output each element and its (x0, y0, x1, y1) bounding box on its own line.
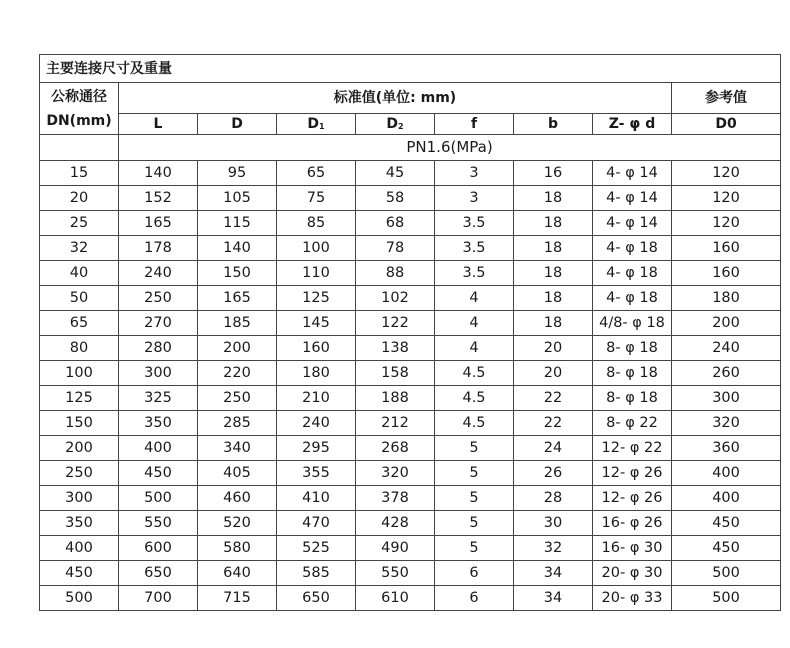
cell-D: 165 (198, 286, 277, 311)
table-row (40, 361, 781, 386)
cell-zd: 20- φ 30 (593, 561, 672, 586)
cell-f: 4.5 (435, 386, 514, 411)
dimension-table (39, 54, 781, 611)
cell-f: 3.5 (435, 211, 514, 236)
cell-b: 18 (514, 236, 593, 261)
cell-f: 6 (435, 586, 514, 611)
cell-b: 18 (514, 211, 593, 236)
cell-b: 22 (514, 411, 593, 436)
table-row (40, 286, 781, 311)
table-row (40, 586, 781, 611)
cell-d0: 180 (672, 286, 781, 311)
cell-dn: 20 (40, 186, 119, 211)
cell-D1: 85 (277, 211, 356, 236)
cell-zd: 8- φ 22 (593, 411, 672, 436)
cell-L: 550 (119, 511, 198, 536)
table-row (40, 386, 781, 411)
cell-f: 4 (435, 336, 514, 361)
col-header-D: D (198, 114, 277, 135)
cell-dn: 500 (40, 586, 119, 611)
col-header-zd: Z- φ d (593, 114, 672, 135)
reference-values-header: 参考值 (672, 83, 781, 114)
cell-dn: 40 (40, 261, 119, 286)
cell-dn: 250 (40, 461, 119, 486)
col-header-D2-sub: 2 (398, 122, 404, 131)
cell-b: 18 (514, 286, 593, 311)
pressure-spacer (40, 135, 119, 161)
cell-D: 340 (198, 436, 277, 461)
cell-D: 460 (198, 486, 277, 511)
cell-D2: 550 (356, 561, 435, 586)
cell-D1: 295 (277, 436, 356, 461)
cell-dn: 400 (40, 536, 119, 561)
cell-f: 3 (435, 161, 514, 186)
cell-dn: 100 (40, 361, 119, 386)
cell-D2: 122 (356, 311, 435, 336)
cell-b: 18 (514, 311, 593, 336)
cell-L: 400 (119, 436, 198, 461)
table-row (40, 311, 781, 336)
cell-L: 140 (119, 161, 198, 186)
cell-dn: 450 (40, 561, 119, 586)
cell-D: 715 (198, 586, 277, 611)
cell-D2: 428 (356, 511, 435, 536)
cell-zd: 4- φ 14 (593, 211, 672, 236)
cell-b: 16 (514, 161, 593, 186)
cell-dn: 350 (40, 511, 119, 536)
cell-zd: 12- φ 22 (593, 436, 672, 461)
cell-D2: 268 (356, 436, 435, 461)
cell-d0: 320 (672, 411, 781, 436)
cell-L: 165 (119, 211, 198, 236)
cell-d0: 160 (672, 236, 781, 261)
cell-b: 24 (514, 436, 593, 461)
cell-D: 115 (198, 211, 277, 236)
cell-D: 405 (198, 461, 277, 486)
cell-D2: 68 (356, 211, 435, 236)
cell-zd: 4- φ 18 (593, 236, 672, 261)
cell-dn: 125 (40, 386, 119, 411)
cell-D2: 610 (356, 586, 435, 611)
cell-b: 32 (514, 536, 593, 561)
cell-D2: 212 (356, 411, 435, 436)
cell-L: 280 (119, 336, 198, 361)
cell-f: 4.5 (435, 361, 514, 386)
col-header-D2-main: D (386, 116, 399, 132)
table-row (40, 511, 781, 536)
col-header-b: b (514, 114, 593, 135)
table-row (40, 236, 781, 261)
cell-D: 285 (198, 411, 277, 436)
cell-d0: 200 (672, 311, 781, 336)
cell-D1: 110 (277, 261, 356, 286)
cell-d0: 160 (672, 261, 781, 286)
cell-dn: 15 (40, 161, 119, 186)
col-header-d0: D0 (672, 114, 781, 135)
cell-d0: 450 (672, 511, 781, 536)
cell-d0: 300 (672, 386, 781, 411)
table-row (40, 186, 781, 211)
cell-b: 28 (514, 486, 593, 511)
cell-zd: 4- φ 14 (593, 186, 672, 211)
cell-D1: 355 (277, 461, 356, 486)
cell-dn: 300 (40, 486, 119, 511)
table-row (40, 536, 781, 561)
cell-b: 34 (514, 586, 593, 611)
cell-D2: 188 (356, 386, 435, 411)
cell-zd: 12- φ 26 (593, 486, 672, 511)
cell-f: 5 (435, 486, 514, 511)
cell-D2: 78 (356, 236, 435, 261)
cell-b: 18 (514, 261, 593, 286)
cell-f: 3.5 (435, 261, 514, 286)
cell-b: 20 (514, 361, 593, 386)
cell-L: 270 (119, 311, 198, 336)
cell-d0: 120 (672, 211, 781, 236)
cell-L: 450 (119, 461, 198, 486)
cell-f: 4 (435, 311, 514, 336)
table-row (40, 486, 781, 511)
table-row (40, 561, 781, 586)
cell-b: 26 (514, 461, 593, 486)
cell-f: 6 (435, 561, 514, 586)
cell-D1: 240 (277, 411, 356, 436)
cell-L: 250 (119, 286, 198, 311)
cell-zd: 8- φ 18 (593, 336, 672, 361)
cell-d0: 450 (672, 536, 781, 561)
cell-D1: 125 (277, 286, 356, 311)
cell-L: 500 (119, 486, 198, 511)
cell-D1: 650 (277, 586, 356, 611)
cell-D: 580 (198, 536, 277, 561)
dn-header-line2: DN(mm) (46, 112, 112, 129)
cell-f: 5 (435, 461, 514, 486)
dn-header (40, 83, 119, 135)
cell-f: 5 (435, 536, 514, 561)
cell-D1: 410 (277, 486, 356, 511)
cell-d0: 400 (672, 461, 781, 486)
cell-f: 3 (435, 186, 514, 211)
cell-D: 140 (198, 236, 277, 261)
cell-b: 22 (514, 386, 593, 411)
cell-D: 185 (198, 311, 277, 336)
cell-zd: 8- φ 18 (593, 361, 672, 386)
cell-d0: 120 (672, 186, 781, 211)
cell-D1: 160 (277, 336, 356, 361)
dimension-table-sheet (39, 54, 780, 611)
cell-d0: 260 (672, 361, 781, 386)
standard-values-header: 标准值(单位: mm) (119, 83, 672, 114)
cell-D1: 100 (277, 236, 356, 261)
cell-D: 250 (198, 386, 277, 411)
cell-D2: 490 (356, 536, 435, 561)
cell-D2: 320 (356, 461, 435, 486)
cell-L: 178 (119, 236, 198, 261)
cell-zd: 4/8- φ 18 (593, 311, 672, 336)
col-header-D1 (277, 114, 356, 135)
dn-header-line1: 公称通径 (51, 88, 107, 105)
cell-L: 300 (119, 361, 198, 386)
cell-f: 5 (435, 511, 514, 536)
col-header-D1-main: D (307, 116, 320, 132)
cell-f: 5 (435, 436, 514, 461)
cell-D1: 65 (277, 161, 356, 186)
cell-D1: 145 (277, 311, 356, 336)
cell-D2: 45 (356, 161, 435, 186)
cell-b: 30 (514, 511, 593, 536)
cell-D: 640 (198, 561, 277, 586)
cell-dn: 80 (40, 336, 119, 361)
col-header-D2 (356, 114, 435, 135)
table-row (40, 461, 781, 486)
cell-D: 105 (198, 186, 277, 211)
pressure-class-label: PN1.6(MPa) (119, 135, 781, 161)
cell-L: 650 (119, 561, 198, 586)
cell-b: 34 (514, 561, 593, 586)
cell-D2: 88 (356, 261, 435, 286)
cell-dn: 150 (40, 411, 119, 436)
cell-dn: 25 (40, 211, 119, 236)
cell-L: 325 (119, 386, 198, 411)
cell-D: 520 (198, 511, 277, 536)
cell-L: 350 (119, 411, 198, 436)
cell-d0: 500 (672, 561, 781, 586)
table-row (40, 336, 781, 361)
cell-D1: 470 (277, 511, 356, 536)
cell-d0: 500 (672, 586, 781, 611)
cell-dn: 65 (40, 311, 119, 336)
table-title: 主要连接尺寸及重量 (40, 55, 781, 83)
table-row (40, 411, 781, 436)
col-header-D1-sub: 1 (319, 122, 325, 131)
cell-zd: 20- φ 33 (593, 586, 672, 611)
cell-D2: 158 (356, 361, 435, 386)
cell-L: 700 (119, 586, 198, 611)
cell-d0: 360 (672, 436, 781, 461)
cell-zd: 4- φ 18 (593, 261, 672, 286)
cell-D1: 210 (277, 386, 356, 411)
cell-dn: 32 (40, 236, 119, 261)
cell-zd: 8- φ 18 (593, 386, 672, 411)
table-row (40, 261, 781, 286)
col-header-L: L (119, 114, 198, 135)
cell-b: 20 (514, 336, 593, 361)
cell-zd: 16- φ 26 (593, 511, 672, 536)
cell-zd: 4- φ 18 (593, 286, 672, 311)
cell-b: 18 (514, 186, 593, 211)
cell-dn: 50 (40, 286, 119, 311)
cell-D1: 75 (277, 186, 356, 211)
cell-D: 95 (198, 161, 277, 186)
cell-d0: 120 (672, 161, 781, 186)
cell-D: 150 (198, 261, 277, 286)
cell-d0: 240 (672, 336, 781, 361)
cell-L: 152 (119, 186, 198, 211)
cell-f: 4 (435, 286, 514, 311)
table-row (40, 211, 781, 236)
cell-f: 3.5 (435, 236, 514, 261)
cell-D: 200 (198, 336, 277, 361)
table-row (40, 161, 781, 186)
cell-D2: 138 (356, 336, 435, 361)
cell-d0: 400 (672, 486, 781, 511)
col-header-f: f (435, 114, 514, 135)
cell-D1: 585 (277, 561, 356, 586)
table-row (40, 436, 781, 461)
cell-D1: 180 (277, 361, 356, 386)
cell-D2: 102 (356, 286, 435, 311)
cell-D2: 378 (356, 486, 435, 511)
cell-L: 600 (119, 536, 198, 561)
cell-D: 220 (198, 361, 277, 386)
cell-zd: 12- φ 26 (593, 461, 672, 486)
cell-D2: 58 (356, 186, 435, 211)
cell-zd: 16- φ 30 (593, 536, 672, 561)
cell-L: 240 (119, 261, 198, 286)
cell-D1: 525 (277, 536, 356, 561)
cell-zd: 4- φ 14 (593, 161, 672, 186)
cell-f: 4.5 (435, 411, 514, 436)
cell-dn: 200 (40, 436, 119, 461)
